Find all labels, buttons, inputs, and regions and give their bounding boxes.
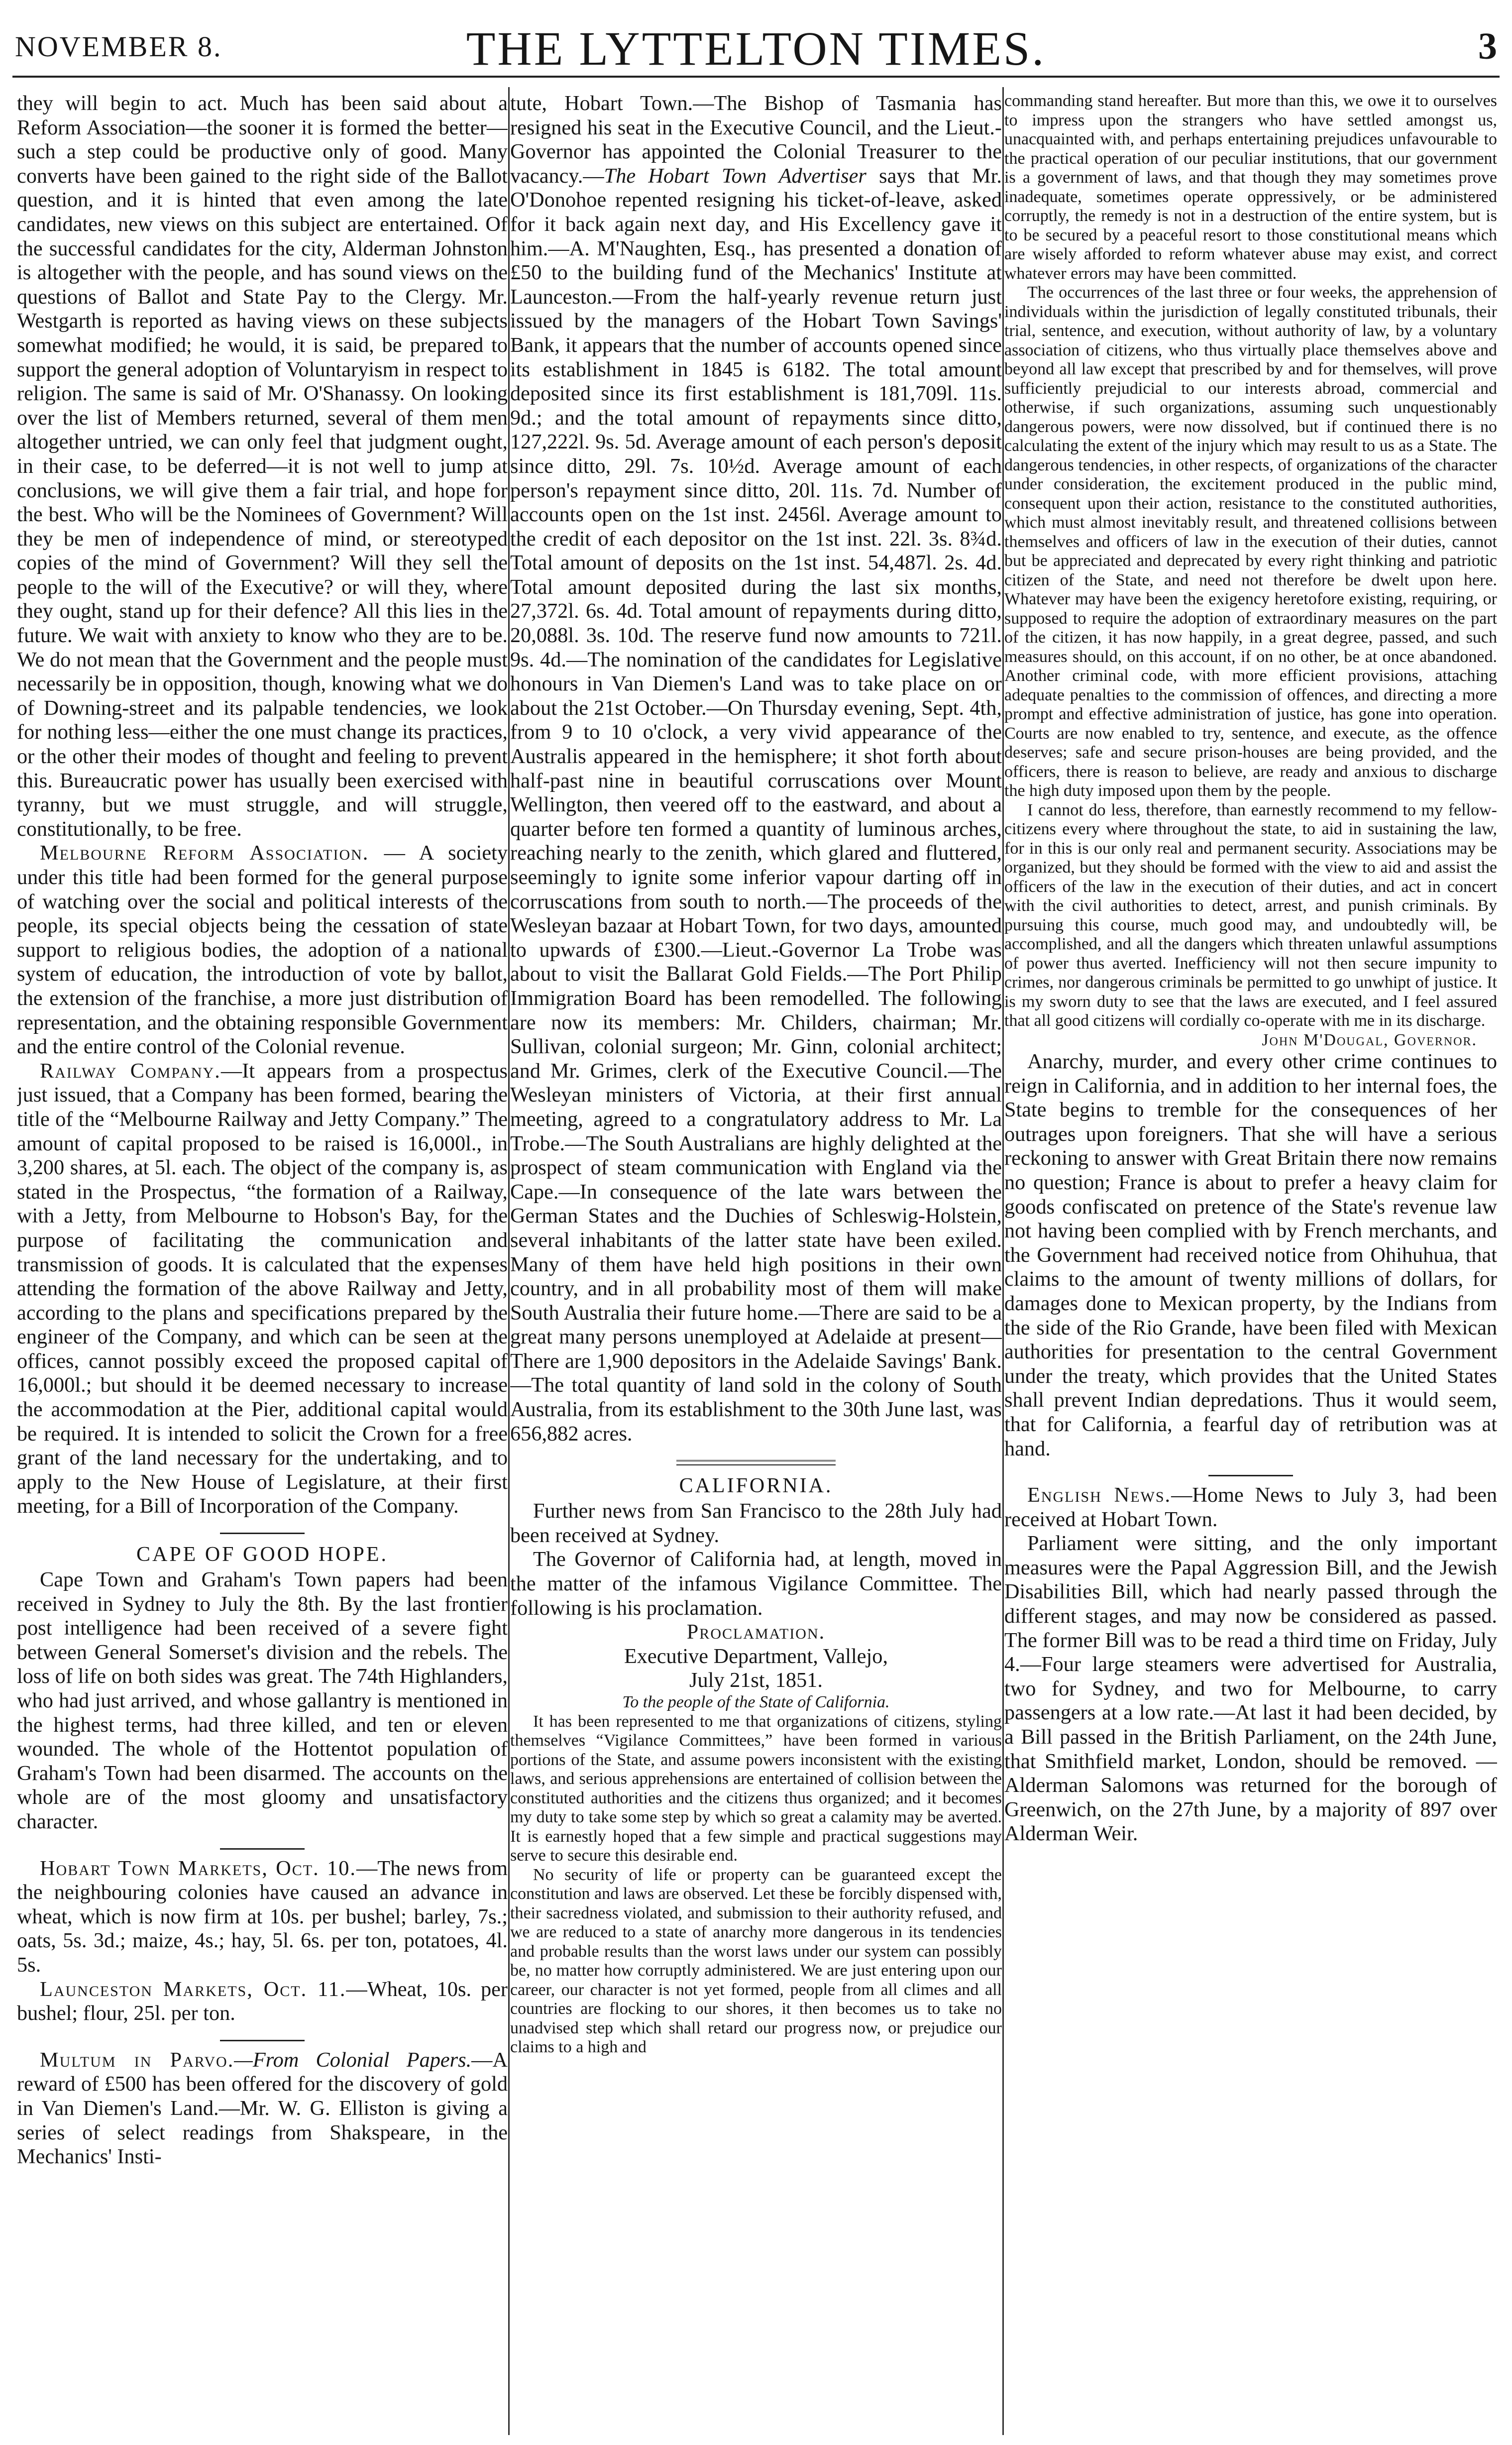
- paragraph-text: —The news from the neighbouring colonies have caused an advance in wheat, which is now firm at 10s. per bushel; barley, 7s.; oats, 5s. 3d.; maize, 4s.; hay, 5l. 6s. per ton, potatoes, 4l. 5s.: [17, 1856, 508, 1977]
- article-paragraph: Anarchy, murder, and every other crime continues to reign in California, and in addition to her internal foes, the State begins to tremble for the consequences of her outrages upon foreigners. That she will have a serious reckoning to answer with Great Britain there now remains no question; France is about to prefer a heavy claim for goods confiscated on pretence of the State's revenue law not having been complied with by French merchants, and the Government had received notice from Ohihuhua, that claims to the amount of twenty millions of dollars, for damages done to Mexican property, by the Indians from the side of the Rio Grande, have been filed with Mexican authorities for presentation to the central Government under the treaty, which provides that the United States shall prevent Indian depredations. Thus it would seem, that for California, a fearful day of retribution was at hand.: [1004, 1050, 1497, 1460]
- proclamation-address: To the people of the State of California.: [622, 1693, 890, 1711]
- paragraph-lead: Railway Company.: [40, 1059, 221, 1083]
- proclamation-paragraph: I cannot do less, therefore, than earnestly recommend to my fellow-citizens every where throughout the state, to aid in sustaining the law, for in this is our only real and permanent security. Associations may be organized, but they should be formed with the view to aid and assist the officers of the law in the execution of their duties, and act in concert with the civil authorities to detect, arrest, and punish criminals. By pursuing this course, much good may, and undoubtedly will, be accomplished, and all the dangers which threaten unlawful assumptions of power thus averted. Inefficiency will not then secure impunity to crimes, nor dangerous criminals be permitted to go unwhipt of justice. It is my sworn duty to see that the laws are executed, and I feel assured that all good citizens will cordially co-operate with me in its discharge.: [1004, 800, 1497, 1030]
- article-paragraph: [17, 2048, 508, 2169]
- paragraph-lead: Melbourne Reform Association.: [40, 841, 369, 865]
- paragraph-text: tute, Hobart Town.—The Bishop of Tasmania has resigned his seat in the Executive Council, and the Lieut.-Governor has appointed the Colonial Treasurer to the vacancy.—: [510, 92, 1002, 188]
- article-paragraph: Further news from San Francisco to the 28th July had been received at Sydney.: [510, 1499, 1002, 1547]
- section-rule: [220, 2040, 305, 2041]
- paragraph-text: —A reward of £500 has been offered for the discovery of gold in Van Diemen's Land.—Mr. W. G. Elliston is giving a series of select readings from Shakspeare, in the Mechanics' Insti-: [17, 2048, 508, 2169]
- paragraph-text: —Home News to July 3, had been received at Hobart Town.: [1004, 1483, 1497, 1531]
- paragraph-source: —From Colonial Papers.: [234, 2048, 472, 2072]
- paragraph-text: —It appears from a prospectus just issued, that a Company has been formed, bearing the title of the “Melbourne Railway and Jetty Company.” The amount of capital proposed to be raised is 16,000l., in 3,200 shares, at 5l. each. The object of the company is, as stated in the Prospectus, “the formation of a Railway, with a Jetty, from Melbourne to Hobson's Bay, for the purpose of facilitating the communication and transmission of goods. It is calculated that the expenses attending the formation of the above Railway and Jetty, according to the plans and specifications prepared by the engineer of the Company, and which can be seen at the offices, cannot possibly exceed the proposed capital of 16,000l.; but should it be deemed necessary to increase the accommodation at the Pier, additional capital would be required. It is intended to solicit the Crown for a free grant of the land necessary for the undertaking, and to apply to the New House of Legislature, at their first meeting, for a Bill of Incorporation of the Company.: [17, 1059, 508, 1518]
- section-rule: [676, 1460, 836, 1465]
- article-paragraph: [17, 1978, 508, 2026]
- masthead-rule: [12, 76, 1500, 78]
- article-paragraph: [1004, 1483, 1497, 1532]
- paragraph-text: —Wheat, 10s. per bushel; flour, 25l. per ton.: [17, 1977, 508, 2025]
- article-paragraph: Cape Town and Graham's Town papers had been received in Sydney to July the 8th. By the last frontier post intelligence had been received of a severe fight between General Somerset's division and the rebels. The loss of life on both sides was great. The 74th Highlanders, who had just arrived, and whose gallantry is mentioned in the highest terms, had three killed, and ten or eleven wounded. The whole of the Hottentot population of Graham's Town had been disarmed. The accounts on the whole are of the most gloomy and unsatisfactory character.: [17, 1568, 508, 1833]
- paragraph-lead: Hobart Town Markets, Oct. 10.: [40, 1856, 356, 1880]
- masthead: [15, 19, 1497, 74]
- article-paragraph: The Governor of California had, at length, moved in the matter of the infamous Vigilance Committee. The following is his proclamation.: [510, 1548, 1002, 1620]
- paragraph-lead: Multum in Parvo.: [40, 2048, 234, 2072]
- proclamation-paragraph: It has been represented to me that organizations of citizens, styling themselves “Vigilance Committees,” have been formed in various portions of the State, and assume powers inconsistent with the existing laws, and serious apprehensions are entertained of collision between the constituted authorities and the citizens thus organized; and it becomes my duty to take some step by which so great a calamity may be averted. It is earnestly hoped that a few simple and practical suggestions may serve to secure this desirable end.: [510, 1712, 1002, 1865]
- newspaper-title: THE LYTTELTON TIMES.: [466, 22, 1046, 75]
- column-1: [17, 92, 508, 2435]
- proclamation-paragraph: commanding stand hereafter. But more than this, we owe it to ourselves to impress upon the strangers who have settled amongst us, unacquainted with, and perhaps entertaining prejudices unfavourable to the practical operation of our peculiar institutions, that our government is a government of laws, and that though they may sometimes prove inadequate, sometimes operate oppressively, or be administered corruptly, the remedy is not in a destruction of the entire system, but is to be secured by a peaceful resort to those constitutional means which are wisely afforded to reform whatever abuse may exist, and correct whatever errors may have been committed.: [1004, 92, 1497, 283]
- proclamation-heading: Proclamation.: [686, 1620, 826, 1644]
- column-divider: [508, 87, 510, 2435]
- section-rule: [220, 1848, 305, 1850]
- section-heading: CALIFORNIA.: [679, 1474, 833, 1498]
- proclamation-paragraph: No security of life or property can be guaranteed except the constitution and laws are observed. Let these be forcibly dispensed with, their sacredness violated, and submission to their authority refused, and we are reduced to a state of anarchy more dangerous in its tendencies and probable results than the worst laws under our system can possibly be, no matter how corruptly administered. We are just entering upon our career, our character is not yet formed, people from all climes and all countries are flocking to our shores, it then becomes us to take no unadvised step which shall retard our progress now, or prejudice our claims to a high and: [510, 1865, 1002, 2056]
- article-paragraph: Parliament were sitting, and the only important measures were the Papal Aggression Bill, and the Jewish Disabilities Bill, which had nearly passed through the different stages, and may now be considered as passed. The former Bill was to be read a third time on Friday, July 4.—Four large steamers were advertised for Australia, two for Sydney, and two for Melbourne, to carry passengers at a low rate.—At last it had been decided, by a Bill passed in the British Parliament, on the 24th June, that Smithfield market, London, should be removed. —Alderman Salomons was returned for the borough of Greenwich, on the 27th June, by a majority of 897 over Alderman Weir.: [1004, 1532, 1497, 1846]
- paragraph-lead: Launceston Markets, Oct. 11.: [40, 1977, 346, 2001]
- column-3: [1004, 92, 1497, 2435]
- article-paragraph: [17, 1857, 508, 1978]
- paragraph-text: — A society under this title had been formed for the general purpose of watching over the social and political interests of the people, its special objects being the cessation of state support to religious bodies, the adoption of a national system of education, the introduction of vote by ballot, the extension of the franchise, a more just distribution of representation, and the obtaining responsible Government and the entire control of the Colonial revenue.: [17, 841, 508, 1059]
- section-rule: [220, 1533, 305, 1534]
- paragraph-lead: English News.: [1027, 1483, 1172, 1507]
- column-2: [510, 92, 1002, 2435]
- paragraph-text: says that Mr. O'Donohoe repented resigning his ticket-of-leave, asked for it back again next day, and His Excellency gave it him.—A. M'Naughten, Esq., has presented a donation of £50 to the building fund of the Mechanics' Institute at Launceston.—From the half-yearly revenue return just issued by the managers of the Hobart Town Savings' Bank, it appears that the number of accounts opened since its establishment in 1845 is 6182. The total amount deposited since its first establishment is 181,709l. 11s. 9d.; and the total amount of repayments since ditto, 127,222l. 9s. 5d. Average amount of each person's deposit since ditto, 29l. 7s. 10½d. Average amount of each person's repayment since ditto, 20l. 11s. 7d. Number of accounts open on the 1st inst. 2456l. Average amount to the credit of each depositor on the 1st inst. 22l. 3s. 8¾d. Total amount of deposits on the 1st inst. 54,487l. 2s. 4d. Total amount deposited during the last six months, 27,372l. 6s. 4d. Total amount of repayments during ditto, 20,088l. 3s. 10d. The reserve fund now amounts to 721l. 9s. 4d.—The nomination of the candidates for Legislative honours in Van Diemen's Land was to take place on or about the 21st October.—On Thursday evening, Sept. 4th, from 9 to 10 o'clock, a very vivid appearance of the Australis appeared in the hemisphere; it shot forth about half-past nine in beautiful corruscations over Mount Wellington, then veered off to the eastward, and about a quarter before ten formed a quantity of luminous arches, reaching nearly to the zenith, which glared and fluttered, seemingly to ignite some inferior vapour darting off in corruscations from south to north.—The proceeds of the Wesleyan bazaar at Hobart Town, for two days, amounted to upwards of £300.—Lieut.-Governor La Trobe was about to visit the Ballarat Gold Fields.—The Port Philip Immigration Board has been remodelled. The following are now its members: Mr. Childers, chairman; Mr. Sullivan, colonial surgeon; Mr. Ginn, colonial architect; and Mr. Grimes, clerk of the Executive Council.—The Wesleyan ministers of Victoria, at their first annual meeting, agreed to a congratulatory address to Mr. La Trobe.—The South Australians are highly delighted at the prospect of steam communication with England via the Cape.—In consequence of the late wars between the German States and the Duchies of Schleswig-Holstein, several inhabitants of the latter state have been exiled. Many of them have held high positions in their own country, and in all probability most of them will make South Australia their future home.—There are said to be a great many persons unemployed at Adelaide at present—There are 1,900 depositors in the Adelaide Savings' Bank.—The total quantity of land sold in the colony of South Australia, from its establishment to the 30th June last, was 656,882 acres.: [510, 164, 1002, 1445]
- proclamation-date: July 21st, 1851.: [689, 1668, 823, 1692]
- proclamation-origin: Executive Department, Vallejo,: [624, 1644, 888, 1668]
- section-heading: CAPE OF GOOD HOPE.: [136, 1543, 389, 1566]
- column-divider: [1002, 87, 1004, 2435]
- article-paragraph: they will begin to act. Much has been said about a Reform Association—the sooner it is formed the better—such a step could be productive only of good. Many converts have been gained to the right side of the Ballot question, and it is hinted that even among the late candidates, new views on this subject are entertained. Of the successful candidates for the city, Alderman Johnston is altogether with the people, and has sound views on the questions of Ballot and State Pay to the Clergy. Mr. Westgarth is reported as having views on these subjects somewhat modified; he would, it is said, be prepared to support the general adoption of Voluntaryism in respect to religion. The same is said of Mr. O'Shanassy. On looking over the list of Members returned, several of them men altogether untried, we can only feel that judgment ought, in their case, to be deferred—it is not well to jump at conclusions, we will give them a fair trial, and hope for the best. Who will be the Nominees of Government? Will they be men of independence of mind, or stereotyped copies of the mind of Government? Will they sell the people to the will of the Executive? or will they, where they ought, stand up for their defence? All this lies in the future. We wait with anxiety to know who they are to be. We do not mean that the Government and the people must necessarily be in opposition, though, knowing what we do of Downing-street and its palpable tendencies, we look for nothing less—either the one must change its practices, or the other their modes of thought and feeling to prevent this. Bureaucratic power has usually been exercised with tyranny, but we must struggle, and will struggle, constitutionally, to be free.: [17, 92, 508, 841]
- article-paragraph: [510, 92, 1002, 1446]
- issue-date: NOVEMBER 8.: [15, 30, 222, 63]
- article-paragraph: [17, 841, 508, 1059]
- page-number: 3: [1478, 25, 1497, 67]
- proclamation-signature: John M'Dougal, Governor.: [1262, 1030, 1477, 1049]
- article-paragraph: [17, 1059, 508, 1519]
- publication-name: The Hobart Town Advertiser: [604, 164, 866, 188]
- proclamation-paragraph: The occurrences of the last three or four weeks, the apprehension of individuals within the jurisdiction of legally constituted tribunals, their trial, sentence, and execution, without authority of law, by a voluntary association of citizens, who thus virtually place themselves above and beyond all law except that prescribed by and for themselves, will prove sufficiently prejudicial to our interests abroad, commercial and otherwise, if such organizations, assuming such unquestionably dangerous powers, were now dissolved, but if continued there is no calculating the extent of the injury which may result to us as a State. The dangerous tendencies, in other respects, of organizations of the character under consideration, the excitement produced in the public mind, consequent upon their action, resistance to the constituted authorities, which must almost inevitably result, and threatened collisions between themselves and officers of law in the execution of their duties, cannot but be appreciated and deprecated by every right thinking and patriotic citizen of the State, and need not therefore be dwelt upon here. Whatever may have been the exigency heretofore existing, requiring, or supposed to require the adoption of extraordinary measures on the part of the citizen, it has now happily, in a great degree, passed, and such measures should, on this account, if on no other, be at once abandoned. Another criminal code, with more efficient provisions, attaching adequate penalties to the commission of offences, and directing a more prompt and effective administration of justice, has gone into operation. Courts are now enabled to try, sentence, and execute, as the offence deserves; safe and secure prison-houses are being provided, and the officers, there is reason to believe, are ready and anxious to discharge the high duty imposed upon them by the people.: [1004, 283, 1497, 800]
- section-rule: [1208, 1475, 1293, 1476]
